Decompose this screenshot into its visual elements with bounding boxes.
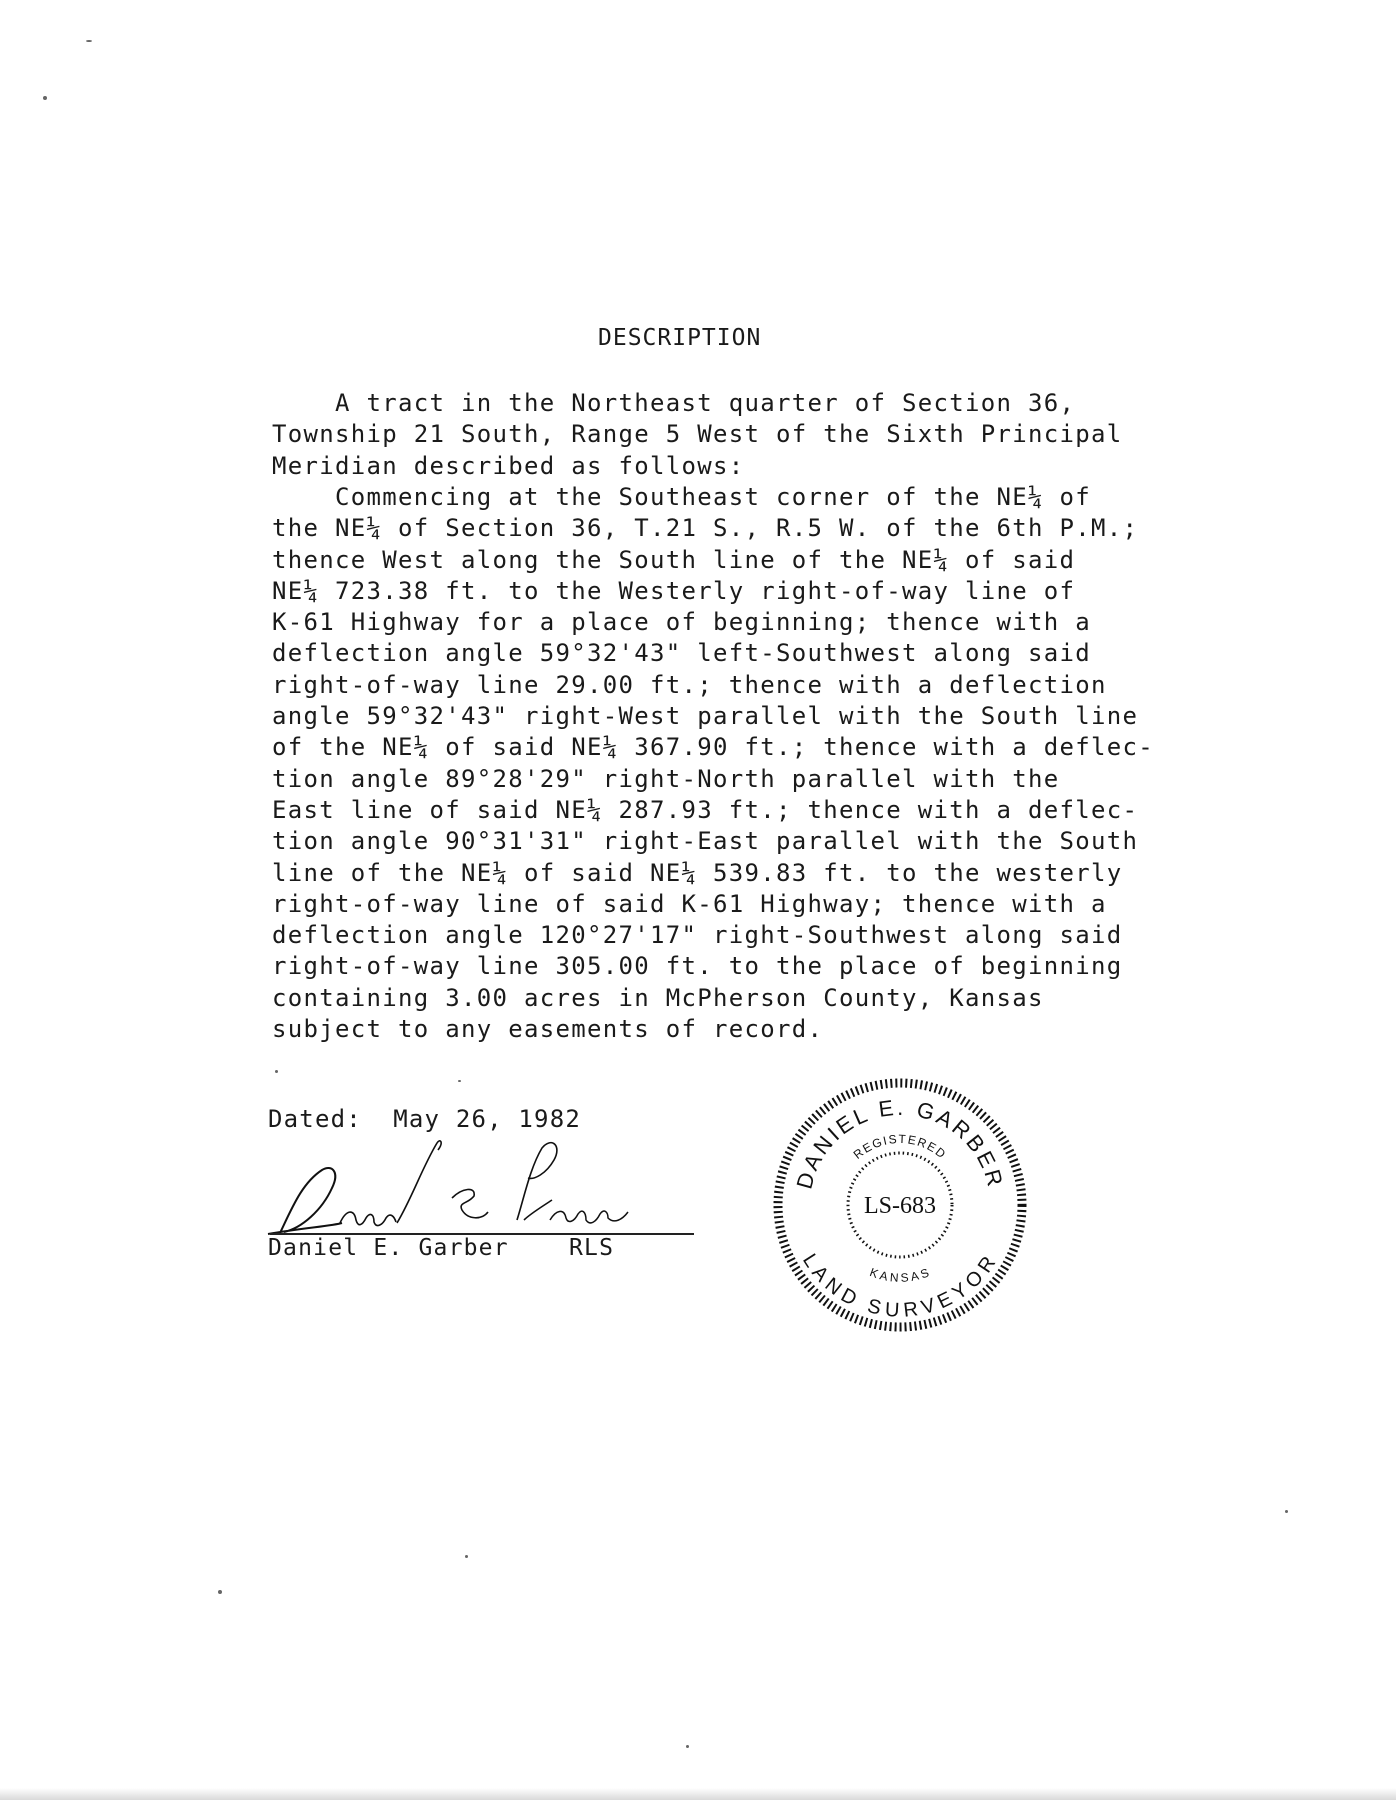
scan-speck [43, 96, 47, 100]
scan-bottom-edge [0, 1788, 1396, 1800]
description-line: deflection angle 120°27'17" right-Southwest along said [272, 921, 1123, 950]
signer-title: RLS [568, 1235, 615, 1261]
seal-outer-bottom-text: LAND SURVEYOR [798, 1250, 1002, 1322]
description-line: thence West along the South line of the NE¼ of said [272, 545, 1076, 574]
scan-speck [275, 1070, 278, 1073]
description-line: subject to any easements of record. [272, 1015, 824, 1043]
description-line: tion angle 90°31'31" right-East parallel with the South [272, 827, 1139, 856]
scan-speck [86, 40, 92, 42]
description-line: A tract in the Northeast quarter of Section 36, [272, 389, 1076, 417]
scan-speck [218, 1590, 222, 1594]
description-line: containing 3.00 acres in McPherson County, Kansas [272, 983, 1044, 1012]
seal-inner-bottom-text: KANSAS [867, 1265, 933, 1285]
svg-text:REGISTERED [851, 1132, 950, 1162]
description-line: line of the NE¼ of said NE¼ 539.83 ft. to the westerly [272, 858, 1123, 887]
signer-name: Daniel E. Garber [268, 1235, 509, 1261]
signer-row [268, 1235, 614, 1261]
description-line: Meridian described as follows: [272, 451, 745, 480]
scan-speck [458, 1080, 461, 1082]
seal-license-number: LS-683 [864, 1193, 936, 1219]
description-line: Township 21 South, Range 5 West of the Sixth Principal [272, 420, 1123, 449]
seal-outer-top-text: DANIEL E. GARBER [791, 1094, 1009, 1192]
description-line: right-of-way line of said K-61 Highway; thence with a [272, 889, 1107, 918]
description-line: deflection angle 59°32'43" left-Southwest along said [272, 639, 1091, 668]
description-line: right-of-way line 29.00 ft.; thence with a deflection [272, 670, 1107, 699]
handwritten-signature [262, 1128, 662, 1248]
scan-speck [465, 1555, 468, 1558]
dated-value: May 26, 1982 [393, 1105, 582, 1133]
document-heading: DESCRIPTION [598, 325, 762, 351]
svg-text:LAND SURVEYOR [798, 1250, 1002, 1322]
svg-text:KANSAS [868, 1265, 932, 1285]
surveyor-seal [770, 1075, 1030, 1335]
description-line: right-of-way line 305.00 ft. to the place of beginning [272, 952, 1123, 981]
description-line: of the NE¼ of said NE¼ 367.90 ft.; thence with a deflec- [272, 733, 1154, 762]
description-line: angle 59°32'43" right-West parallel with the South line [272, 702, 1139, 730]
seal-inner-top-text: REGISTERED [850, 1131, 950, 1162]
scan-speck [1285, 1510, 1288, 1513]
description-line: tion angle 89°28'29" right-North parallel with the [272, 764, 1060, 793]
description-line: K-61 Highway for a place of beginning; thence with a [272, 608, 1091, 637]
scan-speck [686, 1745, 689, 1748]
description-line: the NE¼ of Section 36, T.21 S., R.5 W. of the 6th P.M.; [272, 514, 1139, 543]
description-line: East line of said NE¼ 287.93 ft.; thence with a deflec- [272, 795, 1139, 824]
dated-label: Dated: [268, 1105, 362, 1133]
description-line: NE¼ 723.38 ft. to the Westerly right-of-way line of [272, 576, 1076, 605]
description-line: Commencing at the Southeast corner of the NE¼ of [272, 482, 1091, 511]
